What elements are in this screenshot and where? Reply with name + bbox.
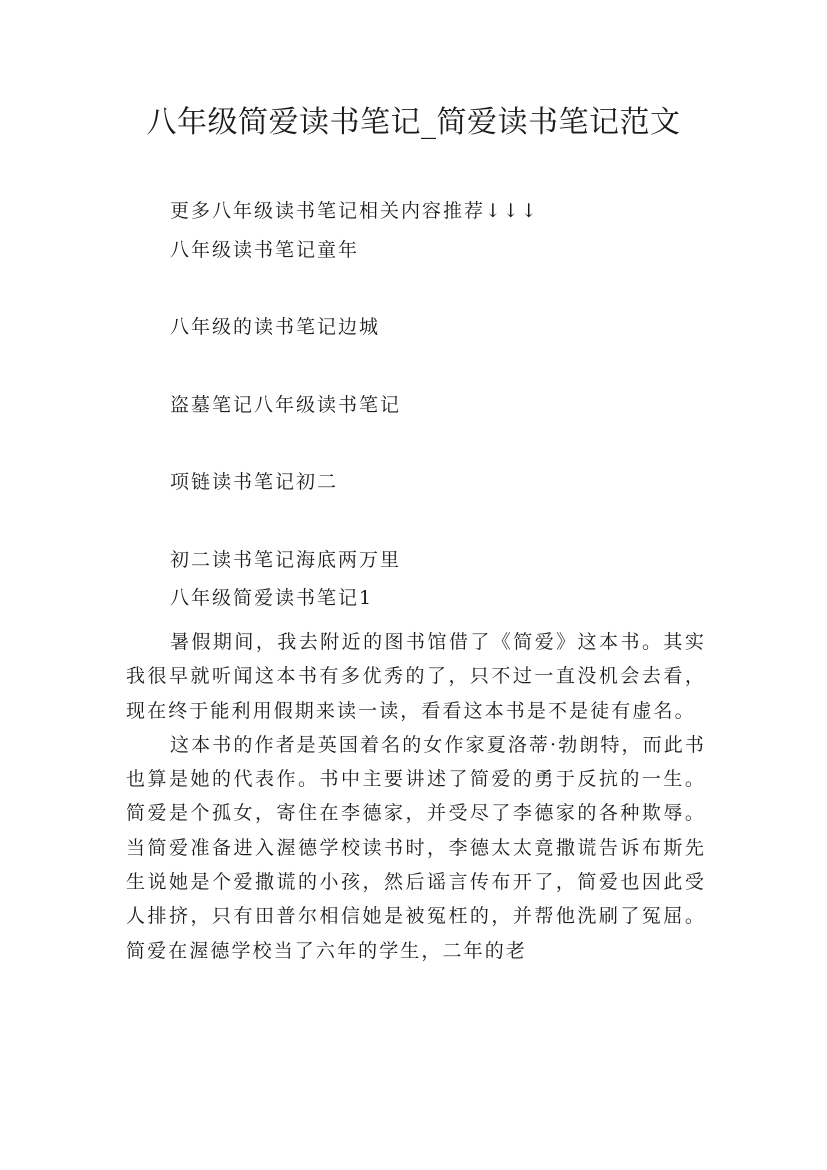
section-heading: 八年级简爱读书笔记1 (170, 587, 374, 609)
recommend-heading: 更多八年级读书笔记相关内容推荐↓↓↓ (170, 200, 539, 222)
related-link[interactable]: 八年级读书笔记童年 (170, 239, 360, 261)
page-title: 八年级简爱读书笔记_简爱读书笔记范文 (146, 105, 681, 140)
paragraph: 这本书的作者是英国着名的女作家夏洛蒂·勃朗特，而此书也算是她的代表作。书中主要讲述了简爱的勇于反抗的一生。简爱是个孤女，寄住在李德家，并受尽了李德家的各种欺辱。当简爱准备进入渥德学校读书时，李德太太竟撒谎告诉布斯先生说她是个爱撒谎的小孩，然后谣言传布开了，简爱也因此受人排挤，只有田普尔相信她是被冤枉的，并帮他洗刷了冤屈。简爱在渥德学校当了六年的学生，二年的老 (126, 733, 706, 962)
article-body (126, 625, 706, 968)
related-link[interactable]: 八年级的读书笔记边城 (170, 316, 381, 338)
related-link[interactable]: 初二读书笔记海底两万里 (170, 549, 402, 571)
related-link[interactable]: 盗墓笔记八年级读书笔记 (170, 394, 402, 416)
related-link[interactable]: 项链读书笔记初二 (170, 471, 339, 493)
paragraph: 暑假期间，我去附近的图书馆借了《简爱》这本书。其实我很早就听闻这本书有多优秀的了，只不过一直没机会去看，现在终于能利用假期来读一读，看看这本书是不是徒有虚名。 (126, 631, 706, 722)
